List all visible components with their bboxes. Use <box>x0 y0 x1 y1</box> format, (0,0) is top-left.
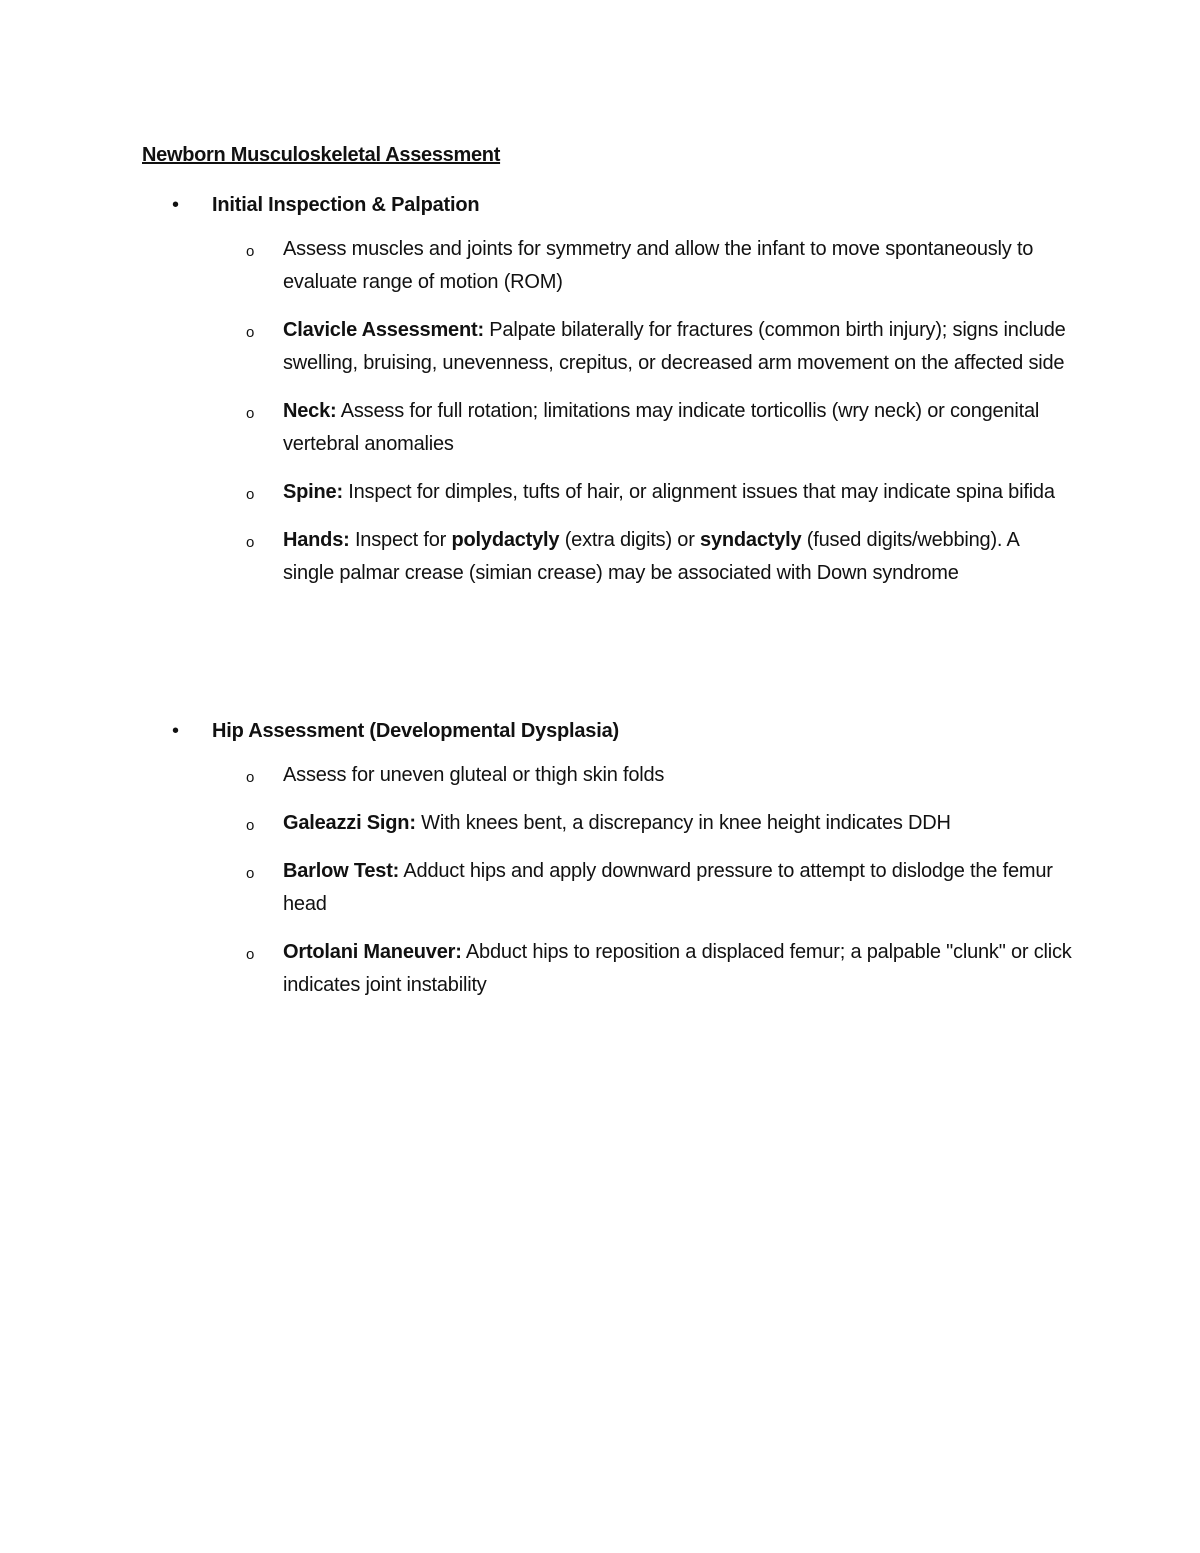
sub-bullet-marker: o <box>246 486 255 503</box>
sub-list <box>0 759 1200 1002</box>
item-text: Adduct hips and apply downward pressure to attempt to dislodge the femur head <box>283 860 1053 915</box>
item-term: Ortolani Maneuver: <box>283 941 462 963</box>
sub-bullet-marker: o <box>246 946 255 963</box>
list-item <box>0 476 1073 509</box>
sub-list <box>0 233 1200 590</box>
bullet-marker: • <box>172 720 179 742</box>
item-text: Assess for uneven gluteal or thigh skin folds <box>283 764 665 786</box>
item-term: Clavicle Assessment: <box>283 319 484 341</box>
sub-bullet-marker: o <box>246 534 255 551</box>
item-term: Barlow Test: <box>283 860 400 882</box>
item-text: Palpate bilaterally for fractures (common birth injury); signs include swelling, bruising, unevenness, crepitus, or decreased arm movement on the affected side <box>283 319 1066 374</box>
list-item <box>0 395 1073 461</box>
list-item <box>0 314 1073 380</box>
sub-bullet-marker: o <box>246 817 255 834</box>
list-item <box>0 759 1073 792</box>
item-term: Hands: <box>283 529 350 551</box>
item-term: Spine: <box>283 481 343 503</box>
list-item <box>0 524 1073 590</box>
bullet-marker: • <box>172 194 179 216</box>
section-hip-assessment <box>0 718 1200 1002</box>
list-item <box>0 233 1073 299</box>
section-initial-inspection <box>0 192 1200 590</box>
item-term: Galeazzi Sign: <box>283 812 416 834</box>
sub-bullet-marker: o <box>246 243 255 260</box>
sub-bullet-marker: o <box>246 865 255 882</box>
list-item <box>0 855 1073 921</box>
item-text: Assess for full rotation; limitations may indicate torticollis (wry neck) or congenital vertebral anomalies <box>283 400 1040 455</box>
section-heading-text: Initial Inspection & Palpation <box>212 194 480 216</box>
item-text: Inspect for <box>349 529 452 551</box>
section-heading <box>0 718 1200 744</box>
item-text: (extra digits) or <box>559 529 701 551</box>
item-text: With knees bent, a discrepancy in knee height indicates DDH <box>415 812 951 834</box>
list-item <box>0 807 1073 840</box>
section-heading <box>0 192 1200 218</box>
item-text: Abduct hips to reposition a displaced femur; a palpable "clunk" or click indicates joint instability <box>283 941 1072 996</box>
item-text: (fused digits/webbing). A single palmar crease (simian crease) may be associated with Down syndrome <box>283 529 1019 584</box>
section-heading-text: Hip Assessment (Developmental Dysplasia) <box>212 720 619 742</box>
item-term: Neck: <box>283 400 337 422</box>
item-text: Assess muscles and joints for symmetry and allow the infant to move spontaneously to evaluate range of motion (ROM) <box>283 238 1034 293</box>
item-bold-term: syndactyly <box>700 529 802 551</box>
item-bold-term: polydactyly <box>451 529 560 551</box>
item-text: Inspect for dimples, tufts of hair, or alignment issues that may indicate spina bifida <box>342 481 1055 503</box>
list-item <box>0 936 1073 1002</box>
sub-bullet-marker: o <box>246 405 255 422</box>
page-title: Newborn Musculoskeletal Assessment <box>142 144 501 166</box>
sub-bullet-marker: o <box>246 769 255 786</box>
sub-bullet-marker: o <box>246 324 255 341</box>
